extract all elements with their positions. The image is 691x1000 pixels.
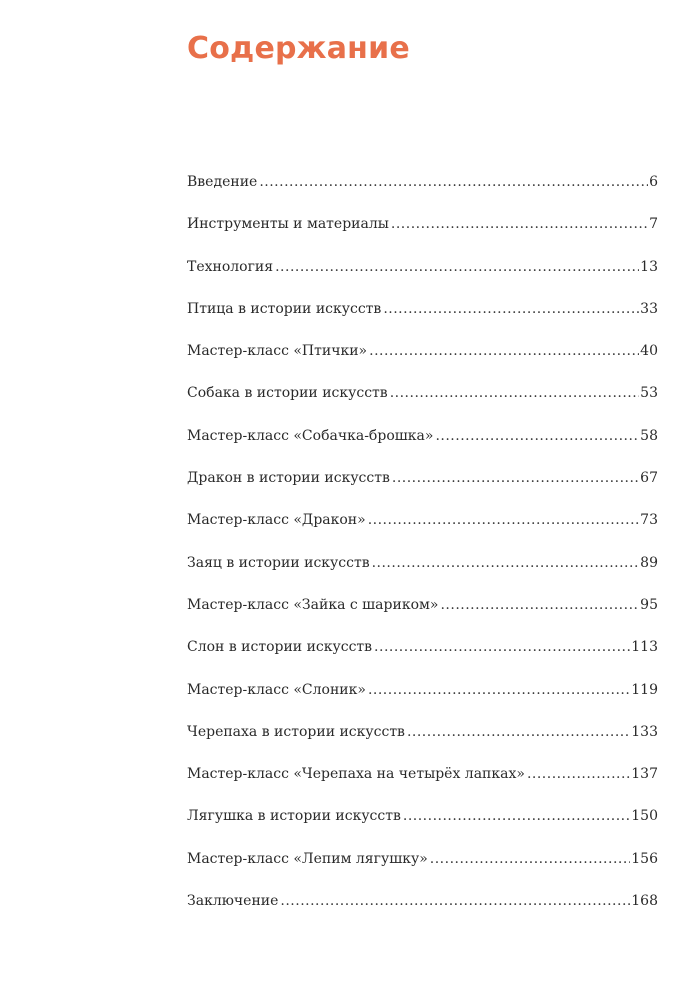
page-title: Содержание bbox=[187, 31, 410, 66]
toc-entry-page: 40 bbox=[640, 343, 658, 360]
toc-entry bbox=[187, 720, 658, 762]
toc-entry bbox=[187, 381, 658, 423]
toc-entry-label: Мастер-класс «Собачка-брошка» bbox=[187, 427, 434, 444]
dot-leader bbox=[527, 762, 630, 786]
dot-leader bbox=[440, 593, 639, 617]
toc-entry bbox=[187, 424, 658, 466]
toc-entry-label: Мастер-класс «Дракон» bbox=[187, 512, 366, 529]
toc-entry bbox=[187, 551, 658, 593]
dot-leader bbox=[275, 255, 639, 279]
dot-leader bbox=[390, 381, 639, 405]
toc-entry-label: Мастер-класс «Птички» bbox=[187, 343, 368, 360]
toc-entry-page: 89 bbox=[640, 554, 658, 571]
dot-leader bbox=[435, 424, 639, 448]
toc-entry-page: 33 bbox=[640, 300, 658, 317]
toc-entry bbox=[187, 297, 658, 339]
toc-entry-label: Заключение bbox=[187, 893, 279, 910]
toc-entry-label: Мастер-класс «Черепаха на четырёх лапках» bbox=[187, 766, 525, 783]
toc-entry-page: 168 bbox=[631, 893, 658, 910]
dot-leader bbox=[368, 508, 639, 532]
toc-entry-page: 119 bbox=[631, 681, 658, 698]
toc-entry-label: Черепаха в истории искусств bbox=[187, 723, 405, 740]
toc-entry-label: Дракон в истории искусств bbox=[187, 470, 390, 487]
dot-leader bbox=[403, 804, 630, 828]
dot-leader bbox=[259, 170, 648, 194]
toc-entry-page: 95 bbox=[640, 596, 658, 613]
toc-entry-label: Мастер-класс «Слоник» bbox=[187, 681, 366, 698]
dot-leader bbox=[391, 212, 648, 236]
toc-entry-page: 113 bbox=[631, 639, 658, 656]
toc-entry bbox=[187, 255, 658, 297]
toc-entry-page: 156 bbox=[631, 850, 658, 867]
dot-leader bbox=[392, 466, 639, 490]
dot-leader bbox=[430, 847, 630, 871]
toc-entry bbox=[187, 847, 658, 889]
toc-entry-label: Лягушка в истории искусств bbox=[187, 808, 401, 825]
dot-leader bbox=[369, 339, 639, 363]
dot-leader bbox=[407, 720, 630, 744]
toc-entry bbox=[187, 889, 658, 931]
table-of-contents bbox=[187, 170, 658, 931]
toc-entry-label: Собака в истории искусств bbox=[187, 385, 388, 402]
toc-entry-page: 73 bbox=[640, 512, 658, 529]
dot-leader bbox=[374, 635, 630, 659]
toc-entry bbox=[187, 212, 658, 254]
toc-entry-page: 58 bbox=[640, 427, 658, 444]
dot-leader bbox=[368, 678, 630, 702]
toc-entry-page: 133 bbox=[631, 723, 658, 740]
toc-entry-label: Слон в истории искусств bbox=[187, 639, 373, 656]
toc-entry-label: Инструменты и материалы bbox=[187, 216, 389, 233]
toc-entry-page: 7 bbox=[649, 216, 658, 233]
toc-entry bbox=[187, 466, 658, 508]
toc-entry-page: 137 bbox=[631, 766, 658, 783]
toc-entry bbox=[187, 762, 658, 804]
toc-entry bbox=[187, 339, 658, 381]
toc-entry-label: Мастер-класс «Зайка с шариком» bbox=[187, 596, 439, 613]
toc-entry bbox=[187, 678, 658, 720]
toc-entry bbox=[187, 635, 658, 677]
dot-leader bbox=[280, 889, 630, 913]
toc-entry-page: 13 bbox=[640, 258, 658, 275]
toc-entry-label: Технология bbox=[187, 258, 274, 275]
toc-entry-page: 53 bbox=[640, 385, 658, 402]
dot-leader bbox=[372, 551, 640, 575]
toc-entry bbox=[187, 508, 658, 550]
dot-leader bbox=[383, 297, 639, 321]
toc-entry-label: Заяц в истории искусств bbox=[187, 554, 370, 571]
toc-entry-page: 6 bbox=[649, 174, 658, 190]
toc-entry-label: Птица в истории искусств bbox=[187, 300, 382, 317]
toc-entry-page: 150 bbox=[631, 808, 658, 825]
toc-entry-page: 67 bbox=[640, 470, 658, 487]
toc-entry bbox=[187, 804, 658, 846]
toc-entry bbox=[187, 170, 658, 212]
toc-entry-label: Введение bbox=[187, 174, 258, 190]
toc-entry-label: Мастер-класс «Лепим лягушку» bbox=[187, 850, 428, 867]
toc-entry bbox=[187, 593, 658, 635]
